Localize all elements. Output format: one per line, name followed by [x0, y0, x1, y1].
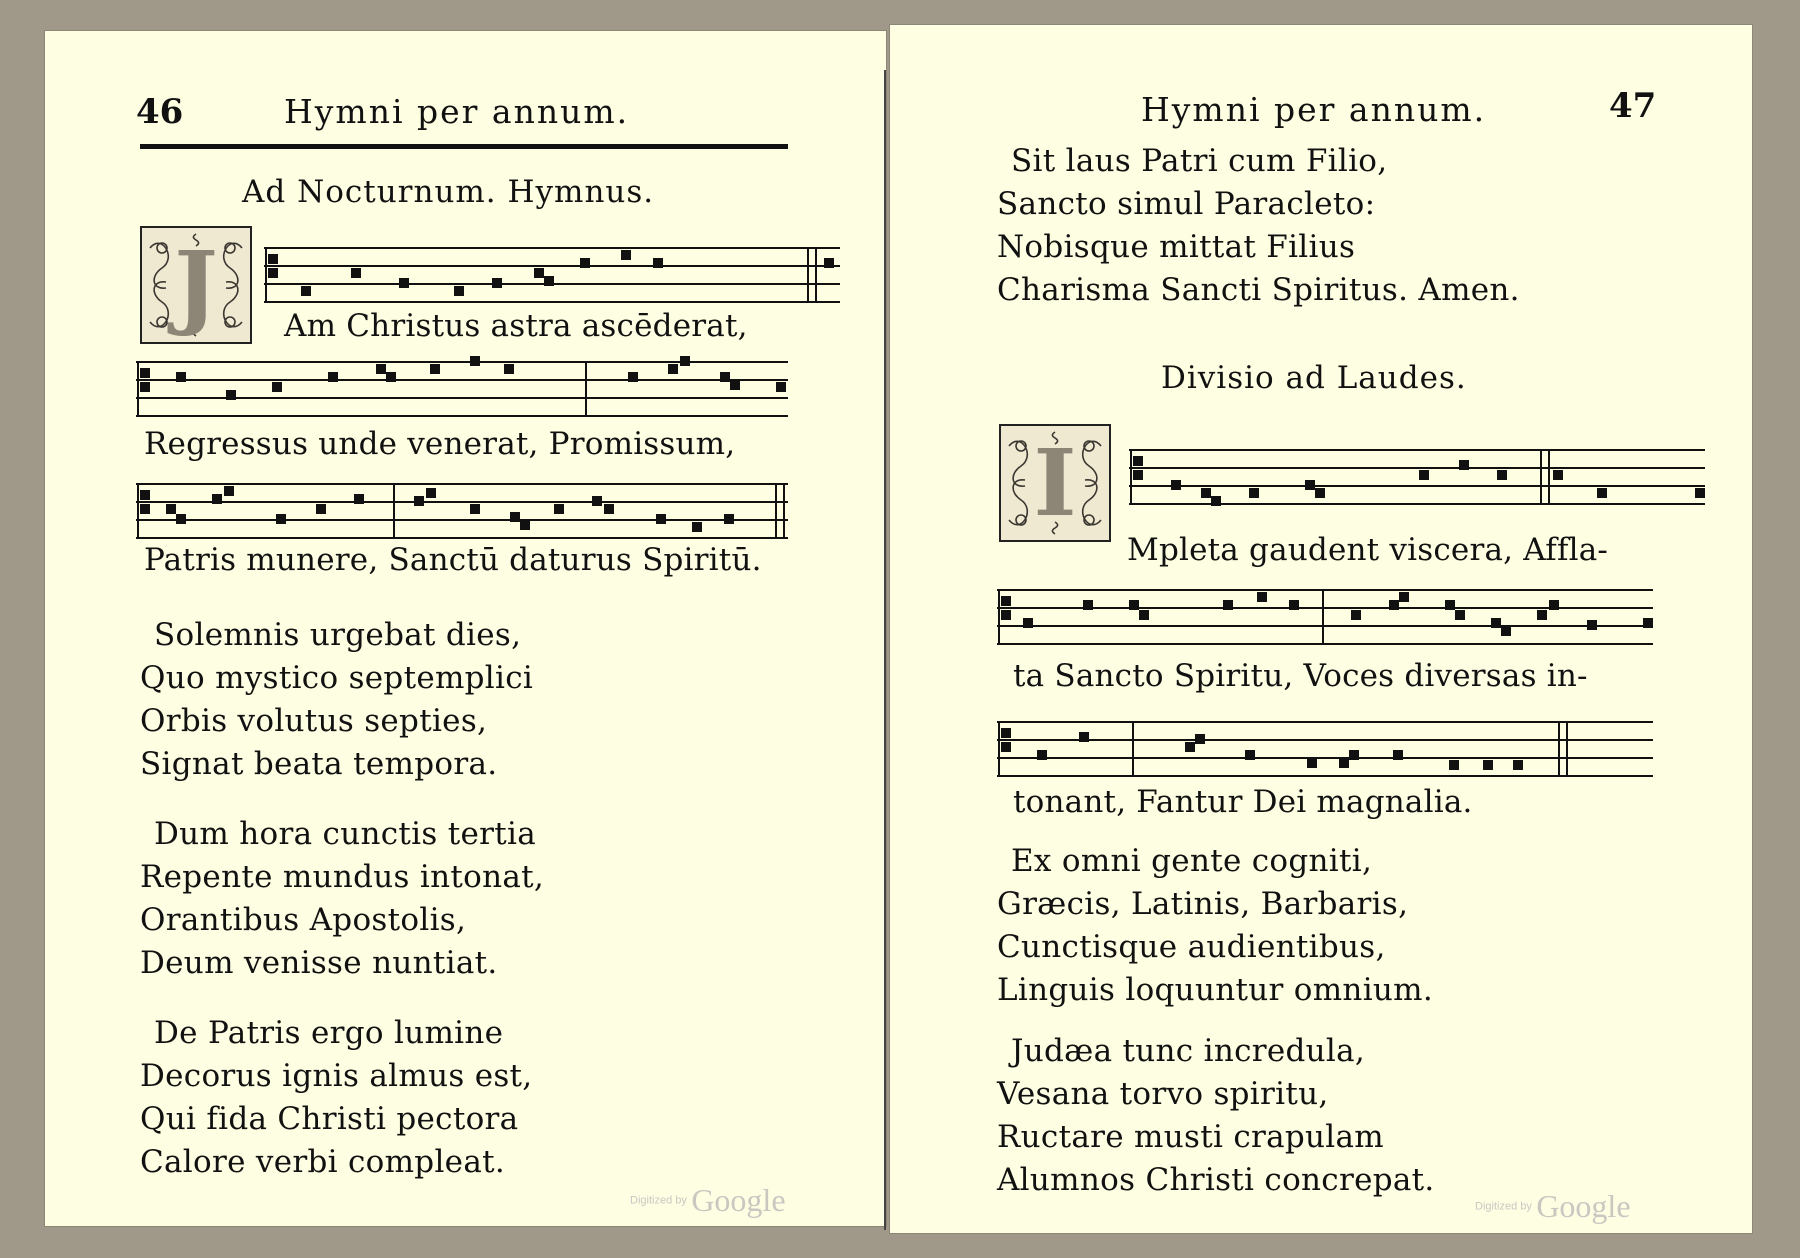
music-staff-2 — [997, 584, 1653, 656]
verse-line: Signat beata tempora. — [140, 746, 498, 782]
stanza-2 — [140, 813, 544, 985]
watermark-small: Digitized by — [1475, 1200, 1532, 1213]
verse-line: Judæa tunc incredula, — [1011, 1033, 1366, 1069]
verse-line: De Patris ergo lumine — [154, 1015, 504, 1051]
stanza-2 — [997, 1030, 1435, 1202]
verse-line: Sit laus Patri cum Filio, — [1011, 143, 1388, 179]
right-page — [889, 24, 1753, 1234]
music-staff-1 — [1129, 444, 1705, 516]
running-header: Hymni per annum. — [1141, 90, 1487, 129]
drop-cap-letter: I — [1033, 429, 1077, 537]
verse-line: Ructare musti crapulam — [997, 1119, 1384, 1155]
verse-line: Orantibus Apostolis, — [140, 902, 467, 938]
book-fold — [884, 70, 886, 1230]
verse-line: Nobisque mittat Filius — [997, 229, 1356, 265]
verse-line: Orbis volutus septies, — [140, 703, 488, 739]
music-lyric-line: Regressus unde venerat, Promissum, — [144, 426, 736, 462]
verse-line: Calore verbi compleat. — [140, 1144, 506, 1180]
digitized-watermark — [630, 1182, 786, 1219]
verse-line: Alumnos Christi concrepat. — [997, 1162, 1435, 1198]
verse-line: Linguis loquuntur omnium. — [997, 972, 1434, 1008]
verse-line: Qui fida Christi pectora — [140, 1101, 519, 1137]
verse-line: Cunctisque audientibus, — [997, 929, 1386, 965]
verse-line: Vesana torvo spiritu, — [997, 1076, 1329, 1112]
running-header: Hymni per annum. — [284, 92, 630, 131]
section-heading: Divisio ad Laudes. — [1161, 360, 1467, 396]
music-lyric-line: Am Christus astra ascēderat, — [284, 308, 748, 344]
doxology-stanza — [997, 140, 1520, 312]
verse-line: Charisma Sancti Spiritus. Amen. — [997, 272, 1520, 308]
drop-cap-letter: J — [174, 231, 218, 339]
verse-line: Græcis, Latinis, Barbaris, — [997, 886, 1409, 922]
music-lyric-line: Patris munere, Sanctū daturus Spiritū. — [144, 542, 762, 578]
music-lyric-line: ta Sancto Spiritu, Voces diversas in- — [1013, 658, 1588, 694]
left-page — [44, 30, 887, 1227]
verse-line: Deum venisse nuntiat. — [140, 945, 498, 981]
ornamental-drop-cap — [140, 226, 252, 344]
music-staff-3 — [136, 478, 788, 550]
music-staff-2 — [136, 356, 788, 428]
stanza-1 — [997, 840, 1433, 1012]
watermark-google: Google — [691, 1182, 786, 1218]
ornamental-drop-cap — [999, 424, 1111, 542]
music-lyric-line: Mpleta gaudent viscera, Affla- — [1127, 532, 1609, 568]
music-staff-3 — [997, 716, 1653, 788]
stanza-3 — [140, 1012, 532, 1184]
verse-line: Decorus ignis almus est, — [140, 1058, 533, 1094]
page-number: 47 — [1609, 86, 1657, 126]
verse-line: Repente mundus intonat, — [140, 859, 545, 895]
watermark-small: Digitized by — [630, 1194, 687, 1207]
verse-line: Quo mystico septemplici — [140, 660, 534, 696]
music-staff-1 — [264, 242, 840, 314]
music-lyric-line: tonant, Fantur Dei magnalia. — [1013, 784, 1473, 820]
digitized-watermark — [1475, 1188, 1631, 1225]
verse-line: Sancto simul Paracleto: — [997, 186, 1376, 222]
stanza-1 — [140, 614, 533, 786]
header-rule — [140, 144, 788, 149]
verse-line: Ex omni gente cogniti, — [1011, 843, 1373, 879]
verse-line: Dum hora cunctis tertia — [154, 816, 537, 852]
watermark-google: Google — [1536, 1188, 1631, 1224]
page-number: 46 — [136, 92, 184, 132]
verse-line: Solemnis urgebat dies, — [154, 617, 522, 653]
section-heading: Ad Nocturnum. Hymnus. — [242, 174, 655, 210]
